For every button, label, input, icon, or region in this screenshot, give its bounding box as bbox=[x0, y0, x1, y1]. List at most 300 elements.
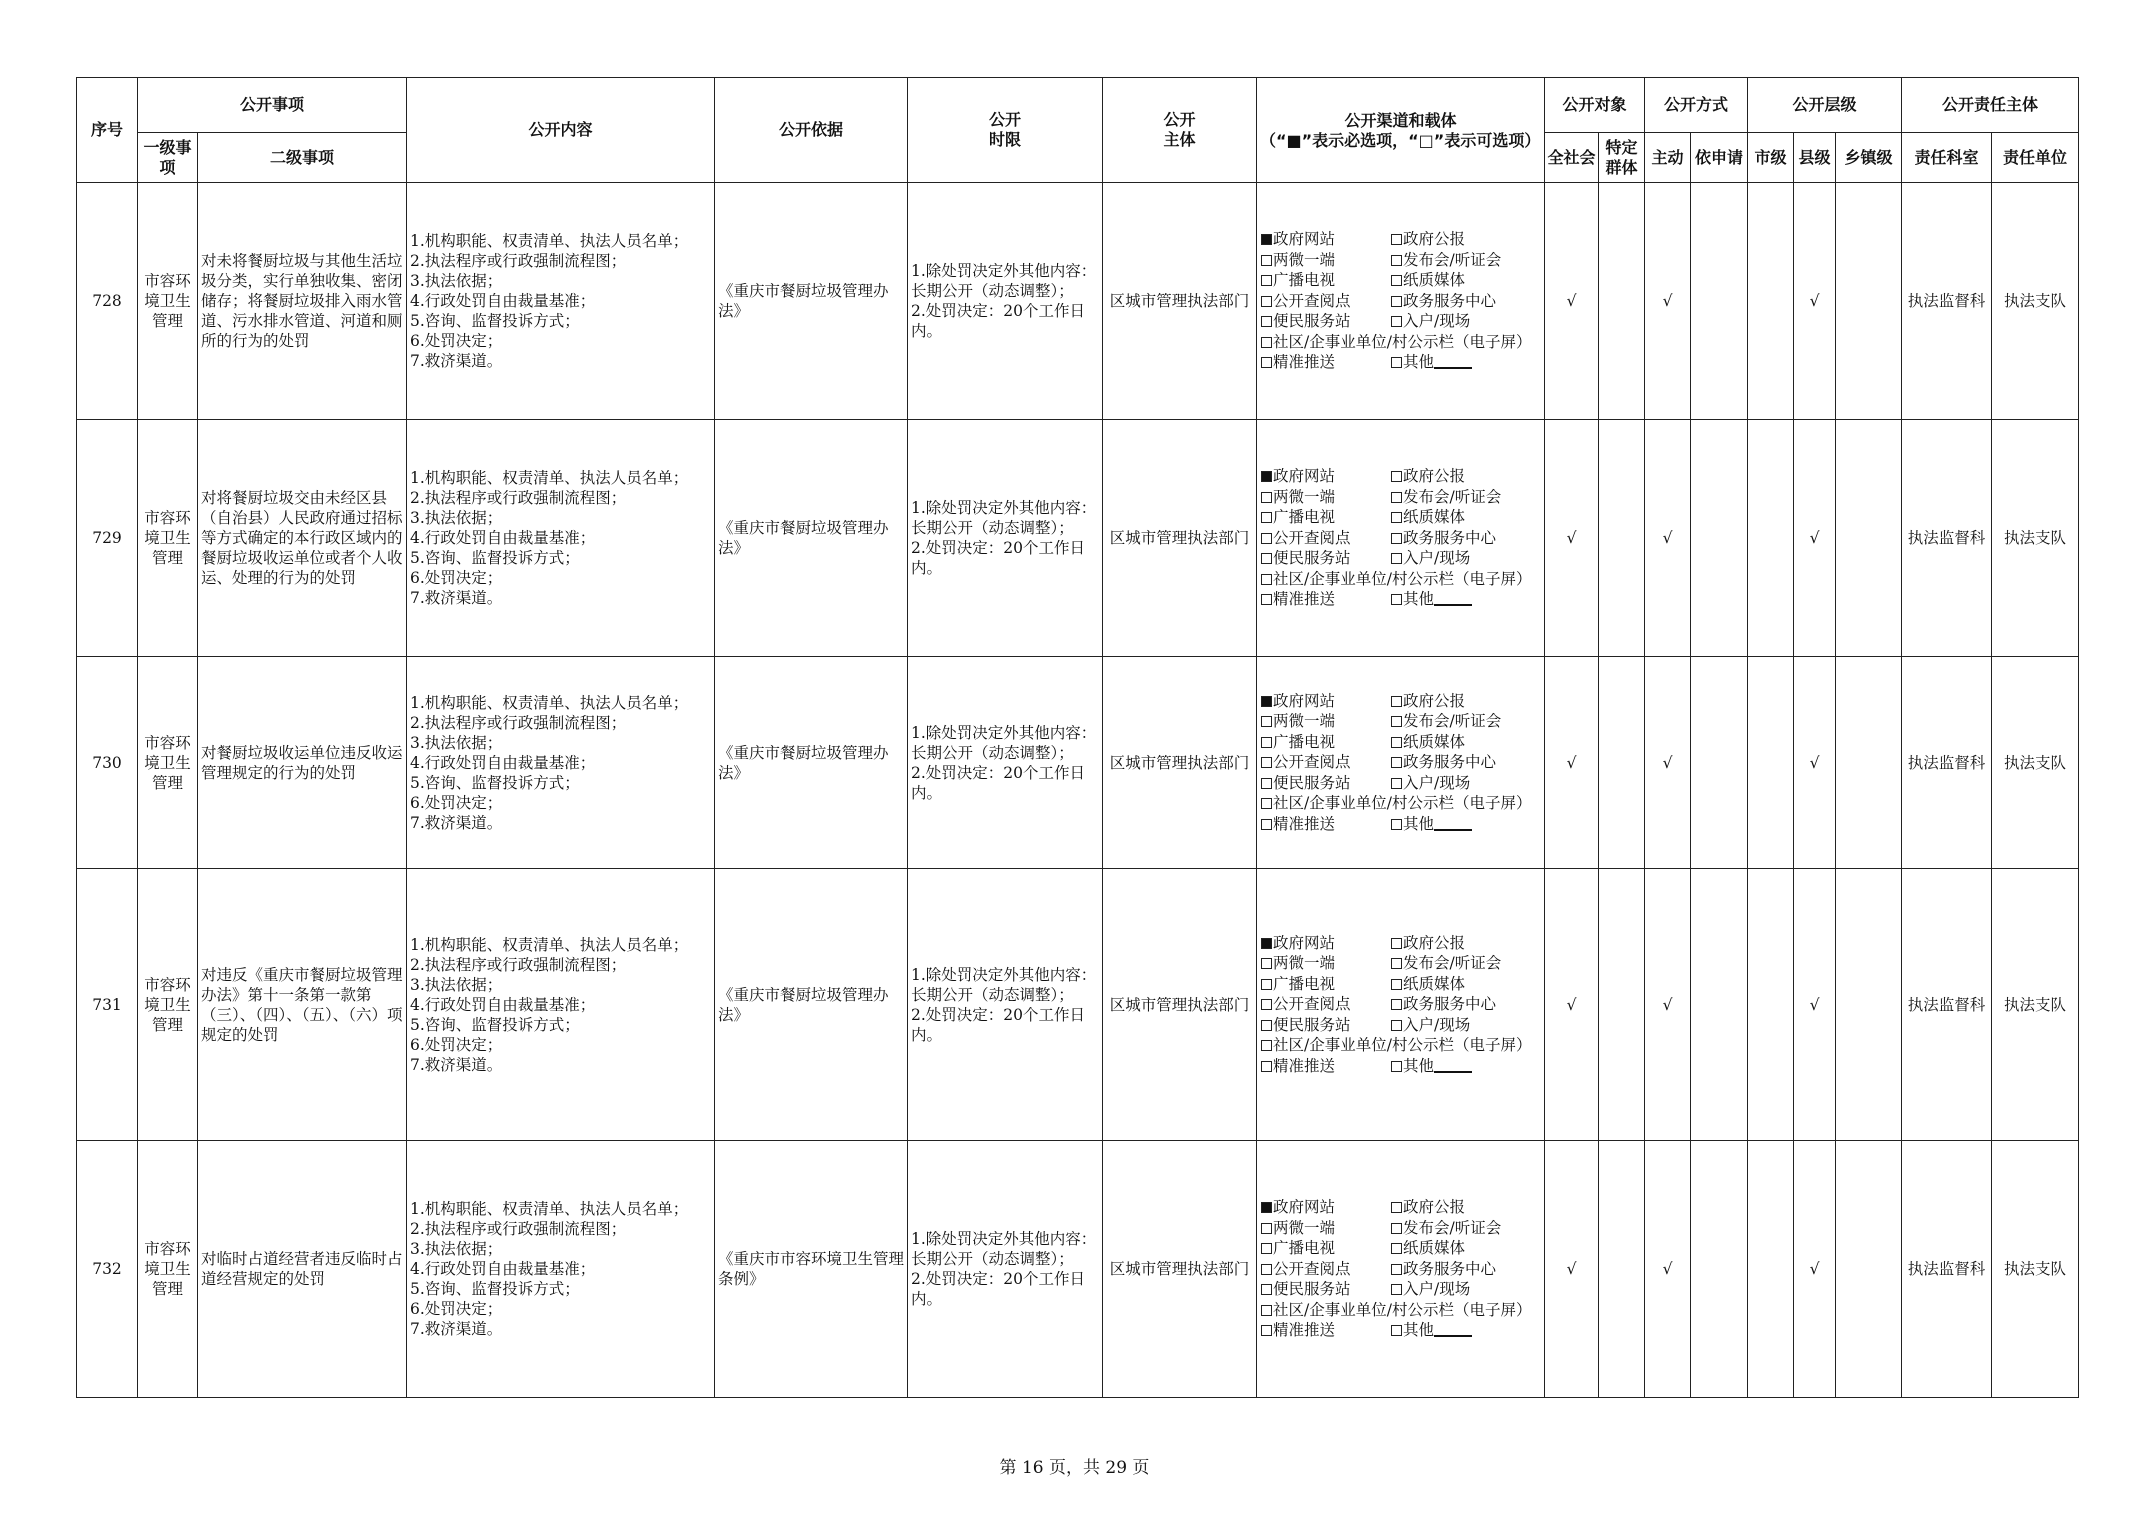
channel-precise-push bbox=[1261, 1320, 1391, 1341]
channel-community-board bbox=[1261, 1035, 1541, 1056]
header-row-1 bbox=[77, 78, 2079, 133]
level-city-cell bbox=[1748, 183, 1794, 420]
table-row bbox=[77, 869, 2079, 1141]
channel-cell bbox=[1257, 657, 1545, 869]
channel-public-reading bbox=[1261, 528, 1391, 549]
basis-cell: 《重庆市餐厨垃圾管理办法》 bbox=[715, 657, 908, 869]
channel-label: 纸质媒体 bbox=[1403, 732, 1466, 751]
channel-press-hearing bbox=[1391, 1218, 1541, 1239]
header-resp-dept: 责任科室 bbox=[1902, 133, 1992, 183]
unchecked-box-icon bbox=[1391, 1223, 1402, 1234]
target-all-cell: √ bbox=[1545, 183, 1599, 420]
content-cell: 1.机构职能、权责清单、执法人员名单； 2.执法程序或行政强制流程图； 3.执法依据； 4.行政处罚自由裁量基准； 5.咨询、监督投诉方式； 6.处罚决定； 7.救济渠道。 bbox=[407, 1141, 715, 1398]
checked-box-icon bbox=[1261, 234, 1272, 245]
level2-cell: 对临时占道经营者违反临时占道经营规定的处罚 bbox=[198, 1141, 407, 1398]
unchecked-box-icon bbox=[1391, 757, 1402, 768]
header-basis: 公开依据 bbox=[715, 78, 908, 183]
channel-label: 纸质媒体 bbox=[1403, 974, 1466, 993]
unchecked-box-icon bbox=[1391, 819, 1402, 830]
channel-label: 两微一端 bbox=[1273, 250, 1336, 269]
unchecked-box-icon bbox=[1391, 1020, 1402, 1031]
channel-paper-media bbox=[1391, 732, 1541, 753]
channel-home-site bbox=[1391, 773, 1541, 794]
channel-radio-tv bbox=[1261, 270, 1391, 291]
target-specific-cell bbox=[1599, 183, 1645, 420]
header-method-apply: 依申请 bbox=[1691, 133, 1748, 183]
level2-cell: 对餐厨垃圾收运单位违反收运管理规定的行为的处罚 bbox=[198, 657, 407, 869]
channel-grid bbox=[1257, 691, 1544, 835]
header-channel-title: 公开渠道和载体 bbox=[1344, 110, 1457, 130]
channel-community-board bbox=[1261, 793, 1541, 814]
unchecked-box-icon bbox=[1391, 958, 1402, 969]
period-cell: 1.除处罚决定外其他内容：长期公开（动态调整）； 2.处罚决定：20个工作日内。 bbox=[908, 657, 1103, 869]
level-city-cell bbox=[1748, 869, 1794, 1141]
method-apply-cell bbox=[1691, 1141, 1748, 1398]
channel-label: 其他 bbox=[1403, 353, 1435, 372]
channel-service-station bbox=[1261, 1015, 1391, 1036]
header-level2: 二级事项 bbox=[198, 133, 407, 183]
channel-radio-tv bbox=[1261, 507, 1391, 528]
header-seq: 序号 bbox=[77, 78, 138, 183]
unchecked-box-icon bbox=[1391, 471, 1402, 482]
channel-label: 入户/现场 bbox=[1403, 773, 1471, 792]
period-cell: 1.除处罚决定外其他内容：长期公开（动态调整）； 2.处罚决定：20个工作日内。 bbox=[908, 869, 1103, 1141]
unchecked-box-icon bbox=[1261, 757, 1272, 768]
channel-cell bbox=[1257, 420, 1545, 657]
channel-home-site bbox=[1391, 1279, 1541, 1300]
unchecked-box-icon bbox=[1261, 778, 1272, 789]
unchecked-box-icon bbox=[1391, 737, 1402, 748]
level-county-cell: √ bbox=[1794, 657, 1836, 869]
level2-cell: 对将餐厨垃圾交由未经区县（自治县）人民政府通过招标等方式确定的本行政区域内的餐厨垃圾收运单位或者个人收运、处理的行为的处罚 bbox=[198, 420, 407, 657]
checked-box-icon bbox=[1261, 938, 1272, 949]
unchecked-box-icon bbox=[1261, 275, 1272, 286]
unchecked-box-icon bbox=[1261, 1061, 1272, 1072]
level-town-cell bbox=[1836, 1141, 1902, 1398]
level-county-cell: √ bbox=[1794, 869, 1836, 1141]
unchecked-box-icon bbox=[1261, 492, 1272, 503]
channel-gov-gazette bbox=[1391, 933, 1541, 954]
unchecked-box-icon bbox=[1261, 255, 1272, 266]
channel-cell bbox=[1257, 869, 1545, 1141]
channel-label: 两微一端 bbox=[1273, 712, 1336, 731]
unchecked-box-icon bbox=[1391, 1202, 1402, 1213]
header-resp-unit: 责任单位 bbox=[1992, 133, 2079, 183]
checked-box-icon bbox=[1261, 696, 1272, 707]
method-active-cell: √ bbox=[1645, 183, 1691, 420]
subject-cell: 区城市管理执法部门 bbox=[1103, 869, 1257, 1141]
unchecked-box-icon bbox=[1261, 594, 1272, 605]
channel-label: 便民服务站 bbox=[1273, 773, 1351, 792]
table-row bbox=[77, 1141, 2079, 1398]
unchecked-box-icon bbox=[1261, 316, 1272, 327]
channel-paper-media bbox=[1391, 1238, 1541, 1259]
unchecked-box-icon bbox=[1261, 1325, 1272, 1336]
channel-press-hearing bbox=[1391, 953, 1541, 974]
channel-press-hearing bbox=[1391, 711, 1541, 732]
method-active-cell: √ bbox=[1645, 869, 1691, 1141]
unchecked-box-icon bbox=[1261, 533, 1272, 544]
channel-paper-media bbox=[1391, 270, 1541, 291]
channel-radio-tv bbox=[1261, 732, 1391, 753]
channel-gov-service-center bbox=[1391, 994, 1541, 1015]
unchecked-box-icon bbox=[1391, 1243, 1402, 1254]
unchecked-box-icon bbox=[1261, 716, 1272, 727]
channel-label: 入户/现场 bbox=[1403, 312, 1471, 331]
channel-cell bbox=[1257, 1141, 1545, 1398]
unchecked-box-icon bbox=[1391, 999, 1402, 1010]
channel-home-site bbox=[1391, 1015, 1541, 1036]
channel-two-wei-one-duan bbox=[1261, 487, 1391, 508]
resp-unit-cell: 执法支队 bbox=[1992, 869, 2079, 1141]
channel-public-reading bbox=[1261, 752, 1391, 773]
channel-label: 广播电视 bbox=[1273, 974, 1336, 993]
unchecked-box-icon bbox=[1391, 778, 1402, 789]
header-channel-note: （“■”表示必选项，“□”表示可选项） bbox=[1260, 130, 1541, 150]
basis-cell: 《重庆市市容环境卫生管理条例》 bbox=[715, 1141, 908, 1398]
channel-label: 发布会/听证会 bbox=[1403, 250, 1502, 269]
channel-label: 政府网站 bbox=[1273, 467, 1336, 486]
unchecked-box-icon bbox=[1261, 553, 1272, 564]
header-level: 公开层级 bbox=[1748, 78, 1902, 133]
table-body bbox=[77, 183, 2079, 1398]
header-subject: 公开 主体 bbox=[1103, 78, 1257, 183]
period-cell: 1.除处罚决定外其他内容：长期公开（动态调整）； 2.处罚决定：20个工作日内。 bbox=[908, 183, 1103, 420]
seq-cell: 730 bbox=[77, 657, 138, 869]
channel-label: 两微一端 bbox=[1273, 954, 1336, 973]
target-all-cell: √ bbox=[1545, 1141, 1599, 1398]
channel-grid bbox=[1257, 466, 1544, 610]
channel-label: 政府网站 bbox=[1273, 1198, 1336, 1217]
checked-box-icon bbox=[1261, 1202, 1272, 1213]
channel-label: 社区/企事业单位/村公示栏（电子屏） bbox=[1273, 1300, 1532, 1319]
channel-grid bbox=[1257, 1197, 1544, 1341]
channel-two-wei-one-duan bbox=[1261, 250, 1391, 271]
channel-label: 其他 bbox=[1403, 814, 1435, 833]
header-target: 公开对象 bbox=[1545, 78, 1645, 133]
channel-label: 政府网站 bbox=[1273, 230, 1336, 249]
unchecked-box-icon bbox=[1391, 716, 1402, 727]
channel-label: 政府网站 bbox=[1273, 691, 1336, 710]
channel-cell bbox=[1257, 183, 1545, 420]
unchecked-box-icon bbox=[1391, 234, 1402, 245]
level-town-cell bbox=[1836, 183, 1902, 420]
resp-unit-cell: 执法支队 bbox=[1992, 657, 2079, 869]
channel-home-site bbox=[1391, 548, 1541, 569]
seq-cell: 728 bbox=[77, 183, 138, 420]
period-cell: 1.除处罚决定外其他内容：长期公开（动态调整）； 2.处罚决定：20个工作日内。 bbox=[908, 420, 1103, 657]
unchecked-box-icon bbox=[1261, 337, 1272, 348]
table-row bbox=[77, 183, 2079, 420]
header-content: 公开内容 bbox=[407, 78, 715, 183]
channel-press-hearing bbox=[1391, 487, 1541, 508]
channel-label: 公开查阅点 bbox=[1273, 995, 1351, 1014]
channel-label: 政务服务中心 bbox=[1403, 753, 1497, 772]
target-specific-cell bbox=[1599, 657, 1645, 869]
channel-community-board bbox=[1261, 569, 1541, 590]
level2-cell: 对未将餐厨垃圾与其他生活垃圾分类，实行单独收集、密闭储存；将餐厨垃圾排入雨水管道、污水排水管道、河道和厕所的行为的处罚 bbox=[198, 183, 407, 420]
resp-unit-cell: 执法支队 bbox=[1992, 183, 2079, 420]
channel-label: 社区/企事业单位/村公示栏（电子屏） bbox=[1273, 569, 1532, 588]
unchecked-box-icon bbox=[1391, 255, 1402, 266]
channel-radio-tv bbox=[1261, 1238, 1391, 1259]
unchecked-box-icon bbox=[1261, 1305, 1272, 1316]
channel-public-reading bbox=[1261, 994, 1391, 1015]
resp-dept-cell: 执法监督科 bbox=[1902, 183, 1992, 420]
resp-unit-cell: 执法支队 bbox=[1992, 420, 2079, 657]
channel-service-station bbox=[1261, 548, 1391, 569]
channel-label: 社区/企事业单位/村公示栏（电子屏） bbox=[1273, 1036, 1532, 1055]
channel-label: 便民服务站 bbox=[1273, 312, 1351, 331]
unchecked-box-icon bbox=[1391, 512, 1402, 523]
target-specific-cell bbox=[1599, 869, 1645, 1141]
channel-precise-push bbox=[1261, 589, 1391, 610]
channel-label: 纸质媒体 bbox=[1403, 1239, 1466, 1258]
header-target-specific: 特定群体 bbox=[1599, 133, 1645, 183]
channel-gov-website bbox=[1261, 933, 1391, 954]
content-cell: 1.机构职能、权责清单、执法人员名单； 2.执法程序或行政强制流程图； 3.执法依据； 4.行政处罚自由裁量基准； 5.咨询、监督投诉方式； 6.处罚决定； 7.救济渠道。 bbox=[407, 869, 715, 1141]
channel-other bbox=[1391, 1320, 1541, 1341]
level-county-cell: √ bbox=[1794, 420, 1836, 657]
unchecked-box-icon bbox=[1261, 819, 1272, 830]
other-blank-line bbox=[1434, 590, 1472, 606]
channel-label: 政府公报 bbox=[1403, 933, 1466, 952]
channel-label: 入户/现场 bbox=[1403, 1015, 1471, 1034]
unchecked-box-icon bbox=[1391, 938, 1402, 949]
channel-label: 政务服务中心 bbox=[1403, 995, 1497, 1014]
target-all-cell: √ bbox=[1545, 657, 1599, 869]
resp-dept-cell: 执法监督科 bbox=[1902, 420, 1992, 657]
table-row bbox=[77, 657, 2079, 869]
channel-label: 便民服务站 bbox=[1273, 549, 1351, 568]
target-all-cell: √ bbox=[1545, 869, 1599, 1141]
channel-label: 政府公报 bbox=[1403, 1198, 1466, 1217]
channel-gov-website bbox=[1261, 691, 1391, 712]
channel-gov-website bbox=[1261, 229, 1391, 250]
channel-community-board bbox=[1261, 1300, 1541, 1321]
channel-label: 政务服务中心 bbox=[1403, 528, 1497, 547]
channel-label: 精准推送 bbox=[1273, 590, 1336, 609]
seq-cell: 731 bbox=[77, 869, 138, 1141]
subject-cell: 区城市管理执法部门 bbox=[1103, 183, 1257, 420]
channel-gov-gazette bbox=[1391, 1197, 1541, 1218]
method-apply-cell bbox=[1691, 869, 1748, 1141]
channel-gov-website bbox=[1261, 1197, 1391, 1218]
level-county-cell: √ bbox=[1794, 1141, 1836, 1398]
method-active-cell: √ bbox=[1645, 420, 1691, 657]
header-level1: 一级事项 bbox=[138, 133, 198, 183]
other-blank-line bbox=[1434, 815, 1472, 831]
channel-label: 发布会/听证会 bbox=[1403, 1218, 1502, 1237]
channel-service-station bbox=[1261, 1279, 1391, 1300]
level-town-cell bbox=[1836, 869, 1902, 1141]
header-channel bbox=[1257, 78, 1545, 183]
channel-precise-push bbox=[1261, 352, 1391, 373]
subject-cell: 区城市管理执法部门 bbox=[1103, 420, 1257, 657]
target-specific-cell bbox=[1599, 420, 1645, 657]
channel-gov-gazette bbox=[1391, 466, 1541, 487]
unchecked-box-icon bbox=[1391, 533, 1402, 544]
resp-unit-cell: 执法支队 bbox=[1992, 1141, 2079, 1398]
channel-press-hearing bbox=[1391, 250, 1541, 271]
channel-radio-tv bbox=[1261, 974, 1391, 995]
seq-cell: 732 bbox=[77, 1141, 138, 1398]
channel-label: 广播电视 bbox=[1273, 508, 1336, 527]
channel-gov-gazette bbox=[1391, 691, 1541, 712]
unchecked-box-icon bbox=[1261, 979, 1272, 990]
channel-gov-service-center bbox=[1391, 1259, 1541, 1280]
channel-label: 政府公报 bbox=[1403, 230, 1466, 249]
level-city-cell bbox=[1748, 420, 1794, 657]
unchecked-box-icon bbox=[1261, 512, 1272, 523]
channel-label: 广播电视 bbox=[1273, 732, 1336, 751]
channel-label: 社区/企事业单位/村公示栏（电子屏） bbox=[1273, 332, 1532, 351]
method-apply-cell bbox=[1691, 657, 1748, 869]
resp-dept-cell: 执法监督科 bbox=[1902, 657, 1992, 869]
header-matter: 公开事项 bbox=[138, 78, 407, 133]
method-apply-cell bbox=[1691, 183, 1748, 420]
channel-label: 公开查阅点 bbox=[1273, 1259, 1351, 1278]
channel-label: 纸质媒体 bbox=[1403, 508, 1466, 527]
channel-two-wei-one-duan bbox=[1261, 711, 1391, 732]
level-city-cell bbox=[1748, 1141, 1794, 1398]
channel-other bbox=[1391, 1056, 1541, 1077]
seq-cell: 729 bbox=[77, 420, 138, 657]
content-cell: 1.机构职能、权责清单、执法人员名单； 2.执法程序或行政强制流程图； 3.执法依据； 4.行政处罚自由裁量基准； 5.咨询、监督投诉方式； 6.处罚决定； 7.救济渠道。 bbox=[407, 657, 715, 869]
channel-grid bbox=[1257, 229, 1544, 373]
table-row bbox=[77, 420, 2079, 657]
channel-two-wei-one-duan bbox=[1261, 953, 1391, 974]
channel-label: 发布会/听证会 bbox=[1403, 954, 1502, 973]
channel-label: 精准推送 bbox=[1273, 353, 1336, 372]
channel-label: 精准推送 bbox=[1273, 1321, 1336, 1340]
channel-label: 广播电视 bbox=[1273, 1239, 1336, 1258]
channel-label: 政务服务中心 bbox=[1403, 1259, 1497, 1278]
unchecked-box-icon bbox=[1261, 999, 1272, 1010]
channel-label: 发布会/听证会 bbox=[1403, 487, 1502, 506]
channel-label: 公开查阅点 bbox=[1273, 528, 1351, 547]
unchecked-box-icon bbox=[1391, 1325, 1402, 1336]
header-target-all: 全社会 bbox=[1545, 133, 1599, 183]
unchecked-box-icon bbox=[1391, 979, 1402, 990]
unchecked-box-icon bbox=[1391, 696, 1402, 707]
channel-public-reading bbox=[1261, 291, 1391, 312]
content-cell: 1.机构职能、权责清单、执法人员名单； 2.执法程序或行政强制流程图； 3.执法依据； 4.行政处罚自由裁量基准； 5.咨询、监督投诉方式； 6.处罚决定； 7.救济渠道。 bbox=[407, 420, 715, 657]
level-county-cell: √ bbox=[1794, 183, 1836, 420]
unchecked-box-icon bbox=[1261, 1020, 1272, 1031]
channel-label: 公开查阅点 bbox=[1273, 753, 1351, 772]
channel-label: 两微一端 bbox=[1273, 1218, 1336, 1237]
level1-cell: 市容环境卫生管理 bbox=[138, 420, 198, 657]
channel-label: 精准推送 bbox=[1273, 1056, 1336, 1075]
level-town-cell bbox=[1836, 657, 1902, 869]
channel-paper-media bbox=[1391, 507, 1541, 528]
level1-cell: 市容环境卫生管理 bbox=[138, 657, 198, 869]
channel-label: 两微一端 bbox=[1273, 487, 1336, 506]
header-method-active: 主动 bbox=[1645, 133, 1691, 183]
channel-gov-website bbox=[1261, 466, 1391, 487]
channel-label: 其他 bbox=[1403, 1056, 1435, 1075]
channel-precise-push bbox=[1261, 1056, 1391, 1077]
channel-label: 政务服务中心 bbox=[1403, 291, 1497, 310]
unchecked-box-icon bbox=[1261, 1264, 1272, 1275]
resp-dept-cell: 执法监督科 bbox=[1902, 1141, 1992, 1398]
level1-cell: 市容环境卫生管理 bbox=[138, 183, 198, 420]
channel-grid bbox=[1257, 933, 1544, 1077]
resp-dept-cell: 执法监督科 bbox=[1902, 869, 1992, 1141]
unchecked-box-icon bbox=[1391, 1264, 1402, 1275]
checked-box-icon bbox=[1261, 471, 1272, 482]
header-level-county: 县级 bbox=[1794, 133, 1836, 183]
period-cell: 1.除处罚决定外其他内容：长期公开（动态调整）； 2.处罚决定：20个工作日内。 bbox=[908, 1141, 1103, 1398]
channel-community-board bbox=[1261, 332, 1541, 353]
unchecked-box-icon bbox=[1391, 553, 1402, 564]
unchecked-box-icon bbox=[1391, 1061, 1402, 1072]
channel-label: 入户/现场 bbox=[1403, 1280, 1471, 1299]
unchecked-box-icon bbox=[1261, 1040, 1272, 1051]
channel-precise-push bbox=[1261, 814, 1391, 835]
channel-paper-media bbox=[1391, 974, 1541, 995]
channel-other bbox=[1391, 589, 1541, 610]
method-active-cell: √ bbox=[1645, 657, 1691, 869]
unchecked-box-icon bbox=[1391, 492, 1402, 503]
channel-gov-service-center bbox=[1391, 752, 1541, 773]
level1-cell: 市容环境卫生管理 bbox=[138, 869, 198, 1141]
channel-gov-service-center bbox=[1391, 528, 1541, 549]
channel-label: 入户/现场 bbox=[1403, 549, 1471, 568]
channel-service-station bbox=[1261, 773, 1391, 794]
unchecked-box-icon bbox=[1261, 1284, 1272, 1295]
subject-cell: 区城市管理执法部门 bbox=[1103, 657, 1257, 869]
header-period: 公开 时限 bbox=[908, 78, 1103, 183]
channel-label: 其他 bbox=[1403, 1321, 1435, 1340]
target-all-cell: √ bbox=[1545, 420, 1599, 657]
channel-label: 纸质媒体 bbox=[1403, 271, 1466, 290]
channel-label: 公开查阅点 bbox=[1273, 291, 1351, 310]
basis-cell: 《重庆市餐厨垃圾管理办法》 bbox=[715, 869, 908, 1141]
unchecked-box-icon bbox=[1391, 1284, 1402, 1295]
header-method: 公开方式 bbox=[1645, 78, 1748, 133]
level2-cell: 对违反《重庆市餐厨垃圾管理办法》第十一条第一款第（三）、（四）、（五）、（六）项规定的处罚 bbox=[198, 869, 407, 1141]
channel-other bbox=[1391, 352, 1541, 373]
channel-other bbox=[1391, 814, 1541, 835]
channel-label: 其他 bbox=[1403, 590, 1435, 609]
channel-two-wei-one-duan bbox=[1261, 1218, 1391, 1239]
unchecked-box-icon bbox=[1391, 296, 1402, 307]
unchecked-box-icon bbox=[1391, 316, 1402, 327]
channel-label: 便民服务站 bbox=[1273, 1015, 1351, 1034]
disclosure-table bbox=[76, 77, 2079, 1398]
channel-label: 发布会/听证会 bbox=[1403, 712, 1502, 731]
channel-label: 社区/企事业单位/村公示栏（电子屏） bbox=[1273, 794, 1532, 813]
unchecked-box-icon bbox=[1261, 1223, 1272, 1234]
channel-service-station bbox=[1261, 311, 1391, 332]
channel-gov-service-center bbox=[1391, 291, 1541, 312]
channel-public-reading bbox=[1261, 1259, 1391, 1280]
channel-home-site bbox=[1391, 311, 1541, 332]
level-town-cell bbox=[1836, 420, 1902, 657]
unchecked-box-icon bbox=[1391, 594, 1402, 605]
unchecked-box-icon bbox=[1261, 574, 1272, 585]
basis-cell: 《重庆市餐厨垃圾管理办法》 bbox=[715, 420, 908, 657]
channel-gov-gazette bbox=[1391, 229, 1541, 250]
unchecked-box-icon bbox=[1391, 275, 1402, 286]
level-city-cell bbox=[1748, 657, 1794, 869]
channel-label: 政府网站 bbox=[1273, 933, 1336, 952]
subject-cell: 区城市管理执法部门 bbox=[1103, 1141, 1257, 1398]
header-level-city: 市级 bbox=[1748, 133, 1794, 183]
header-level-town: 乡镇级 bbox=[1836, 133, 1902, 183]
